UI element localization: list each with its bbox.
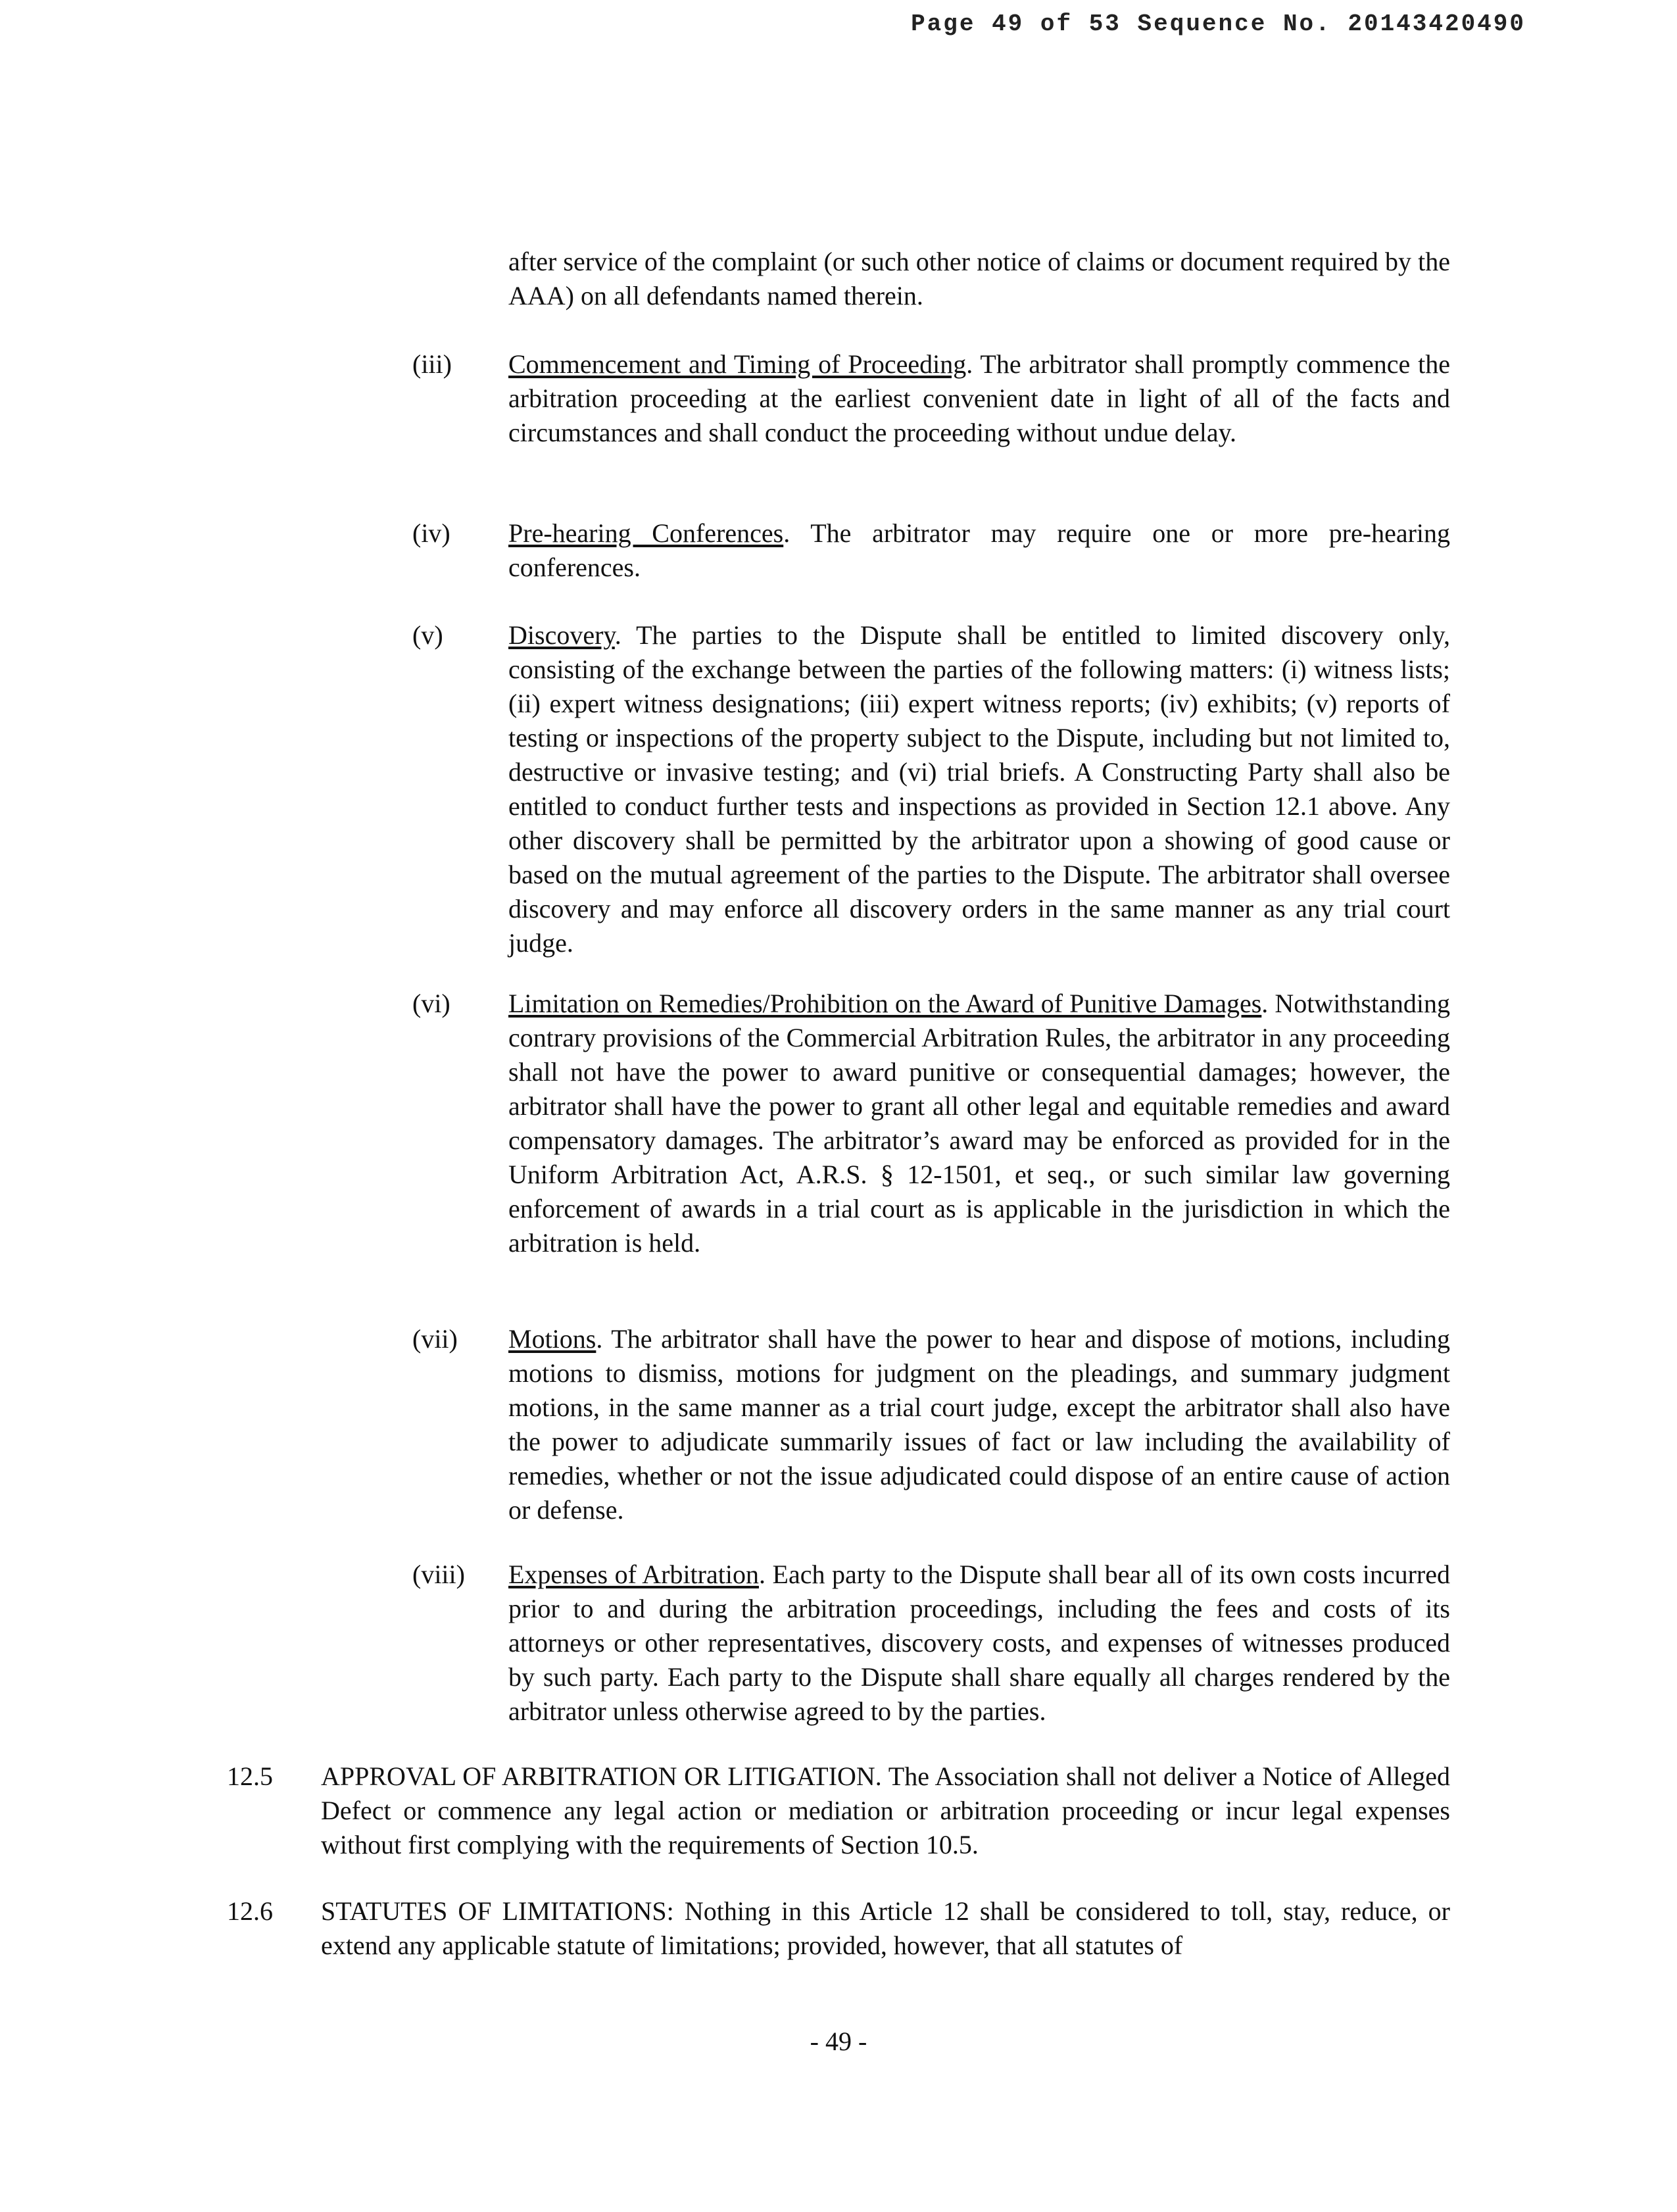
subitem-body — [508, 618, 1450, 960]
section-number: 12.6 — [227, 1896, 273, 1926]
section-text: STATUTES OF LIMITATIONS: Nothing in this Article 12 shall be considered to toll, stay, reduce, or extend any applicable statute of limitations; provided, however, that all statutes of — [321, 1896, 1450, 1960]
section-text: APPROVAL OF ARBITRATION OR LITIGATION. The Association shall not deliver a Notice of Alleged Defect or commence any legal action or mediation or arbitration proceeding or incur legal expenses without first complying with the requirements of Section 10.5. — [321, 1761, 1450, 1859]
subitem-vii — [412, 1322, 1450, 1527]
subitem-number: (v) — [412, 620, 443, 650]
section-number: 12.5 — [227, 1761, 273, 1791]
subitem-number: (vi) — [412, 989, 450, 1018]
subitem-number: (iv) — [412, 518, 450, 548]
subitem-heading: Expenses of Arbitration — [508, 1560, 759, 1589]
subitem-v — [412, 618, 1450, 960]
subitem-text: . The arbitrator shall have the power to hear and dispose of motions, including motions to dismiss, motions for judgment on the pleadings, and summary judgment motions, in the same manner as a trial court judge, except the arbitrator shall also have the power to adjudicate summarily issues of fact or law including the availability of remedies, whether or not the issue adjudicated could dispose of an entire cause of action or defense. — [508, 1324, 1450, 1525]
subitem-heading: Discovery — [508, 620, 615, 650]
page-header: Page 49 of 53 Sequence No. 20143420490 — [911, 11, 1526, 37]
subitem-text: . Notwithstanding contrary provisions of the Commercial Arbitration Rules, the arbitrator in any proceeding shall not have the power to award punitive or consequential damages; however, the arbitrator shall have the power to grant all other legal and equitable remedies and award compensatory damages. The arbitrator’s award may be enforced as provided for in the Uniform Arbitration Act, A.R.S. § 12-1501, et seq., or such similar law governing enforcement of awards in a trial court as is applicable in the jurisdiction in which the arbitration is held. — [508, 989, 1450, 1258]
subitem-heading: Pre-hearing Conferences — [508, 518, 784, 548]
subitem-body — [508, 987, 1450, 1260]
subitem-body — [508, 1558, 1450, 1729]
subitem-body — [508, 347, 1450, 450]
subitem-iv — [412, 516, 1450, 585]
section-12-5 — [227, 1759, 1450, 1862]
subitem-body — [508, 1322, 1450, 1527]
section-12-6 — [227, 1894, 1450, 1963]
subitem-text: . Each party to the Dispute shall bear all of its own costs incurred prior to and during the arbitration proceedings, including the fees and costs of its attorneys or other representatives, discovery costs, and expenses of witnesses produced by such party. Each party to the Dispute shall share equally all charges rendered by the arbitrator unless otherwise agreed to by the parties. — [508, 1560, 1450, 1726]
subitem-body — [508, 516, 1450, 585]
subitem-heading: Commencement and Timing of Proceeding — [508, 349, 967, 379]
page-number: - 49 - — [810, 2027, 867, 2056]
subitem-text: . The arbitrator may require one or more pre-hearing conferences. — [508, 518, 1451, 582]
subitem-vi — [412, 987, 1450, 1260]
subitem-number: (viii) — [412, 1560, 465, 1589]
subitem-heading: Motions — [508, 1324, 596, 1354]
subitem-iii — [412, 347, 1450, 450]
continuation-paragraph: after service of the complaint (or such other notice of claims or document required by the AAA) on all defendants named therein. — [508, 247, 1450, 310]
subitem-text: . The arbitrator shall promptly commence the arbitration proceeding at the earliest convenient date in light of all of the facts and circumstances and shall conduct the proceeding without undue delay. — [508, 349, 1450, 447]
subitem-viii — [412, 1558, 1450, 1729]
subitem-heading: Limitation on Remedies/Prohibition on the Award of Punitive Damages — [508, 989, 1262, 1018]
subitem-number: (vii) — [412, 1324, 458, 1354]
subitem-text: . The parties to the Dispute shall be entitled to limited discovery only, consisting of the exchange between the parties of the following matters: (i) witness lists; (ii) expert witness designations; (iii) expert witness reports; (iv) exhibits; (v) reports of testing or inspections of the property subject to the Dispute, including but not limited to, destructive or invasive testing; and (vi) trial briefs. A Constructing Party shall also be entitled to conduct further tests and inspections as provided in Section 12.1 above. Any other discovery shall be permitted by the arbitrator upon a showing of good cause or based on the mutual agreement of the parties to the Dispute. The arbitrator shall oversee discovery and may enforce all discovery orders in the same manner as any trial court judge. — [508, 620, 1450, 958]
subitem-number: (iii) — [412, 349, 452, 379]
